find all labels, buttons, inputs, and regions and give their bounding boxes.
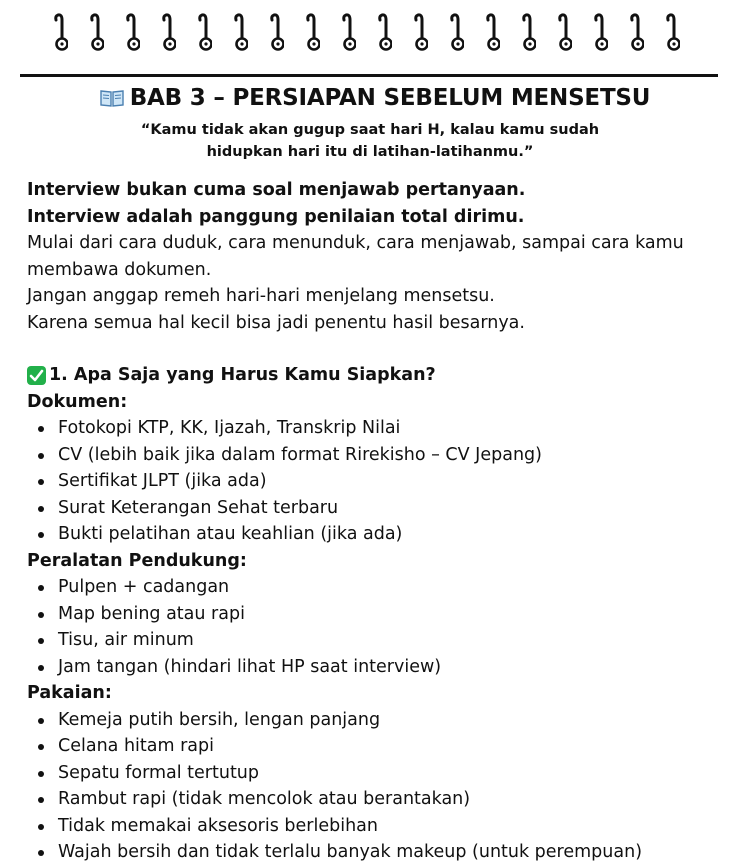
binding-ring-icon (304, 12, 320, 52)
check-mark-icon (27, 366, 46, 385)
binding-ring-icon (160, 12, 176, 52)
binding-ring-icon (376, 12, 392, 52)
page-content (27, 84, 727, 866)
list-item: Pulpen + cadangan (58, 574, 727, 601)
list-item: Wajah bersih dan tidak terlalu banyak makeup (untuk perempuan) (58, 839, 727, 866)
binding-ring-icon (448, 12, 464, 52)
quote-line-1: “Kamu tidak akan gugup saat hari H, kalau kamu sudah (140, 122, 600, 138)
group-label: Pakaian: (27, 683, 112, 703)
binding-ring-icon (88, 12, 104, 52)
intro-paragraph-2: Jangan anggap remeh hari-hari menjelang mensetsu. (27, 286, 495, 306)
list-item: Sertifikat JLPT (jika ada) (58, 468, 727, 495)
list-item: Surat Keterangan Sehat terbaru (58, 495, 727, 522)
list-item: Rambut rapi (tidak mencolok atau berantakan) (58, 786, 727, 813)
section-heading (27, 362, 727, 389)
document-list (27, 415, 727, 548)
intro-paragraph-3: Karena semua hal kecil bisa jadi penentu hasil besarnya. (27, 312, 525, 333)
chapter-title (23, 84, 727, 115)
intro-bold-line-1: Interview bukan cuma soal menjawab pertanyaan. (27, 180, 526, 200)
chapter-body (27, 177, 727, 866)
binding-ring-icon (628, 12, 644, 52)
section-heading-text: 1. Apa Saja yang Harus Kamu Siapkan? (49, 365, 436, 385)
list-item: Sepatu formal tertutup (58, 760, 727, 787)
group-label: Peralatan Pendukung: (27, 550, 247, 571)
binding-ring-icon (520, 12, 536, 52)
list-item: Fotokopi KTP, KK, Ijazah, Transkrip Nilai (58, 415, 727, 442)
group-equipment (27, 548, 727, 681)
header-divider (20, 74, 718, 77)
binding-ring-icon (232, 12, 248, 52)
group-label: Dokumen: (27, 391, 128, 412)
group-documents (27, 389, 727, 548)
binding-ring-icon (196, 12, 212, 52)
chapter-title-text: BAB 3 – PERSIAPAN SEBELUM MENSETSU (129, 85, 651, 111)
quote-line-2: hidupkan hari itu di latihan-latihanmu.” (206, 144, 534, 160)
binding-ring-icon (664, 12, 680, 52)
binding-ring-icon (556, 12, 572, 52)
binding-ring-icon (484, 12, 500, 52)
binding-ring-icon (412, 12, 428, 52)
list-item: Kemeja putih bersih, lengan panjang (58, 707, 727, 734)
binding-ring-icon (268, 12, 284, 52)
list-item: Map bening atau rapi (58, 601, 727, 628)
binding-ring-icon (340, 12, 356, 52)
clothing-list (27, 707, 727, 866)
spiral-binding (52, 12, 692, 56)
intro-paragraph-1: Mulai dari cara duduk, cara menunduk, cara menjawab, sampai cara kamu membawa dokumen. (27, 233, 684, 280)
intro-bold-line-2: Interview adalah panggung penilaian total dirimu. (27, 206, 525, 227)
chapter-quote (13, 119, 727, 163)
binding-ring-icon (592, 12, 608, 52)
list-item: Bukti pelatihan atau keahlian (jika ada) (58, 521, 727, 548)
list-item: Jam tangan (hindari lihat HP saat interview) (58, 654, 727, 681)
binding-ring-icon (124, 12, 140, 52)
open-book-icon (100, 87, 124, 115)
list-item: Tisu, air minum (58, 627, 727, 654)
group-clothing (27, 680, 727, 866)
binding-ring-icon (52, 12, 68, 52)
equipment-list (27, 574, 727, 680)
list-item: Tidak memakai aksesoris berlebihan (58, 813, 727, 840)
list-item: CV (lebih baik jika dalam format Rirekisho – CV Jepang) (58, 442, 727, 469)
list-item: Celana hitam rapi (58, 733, 727, 760)
